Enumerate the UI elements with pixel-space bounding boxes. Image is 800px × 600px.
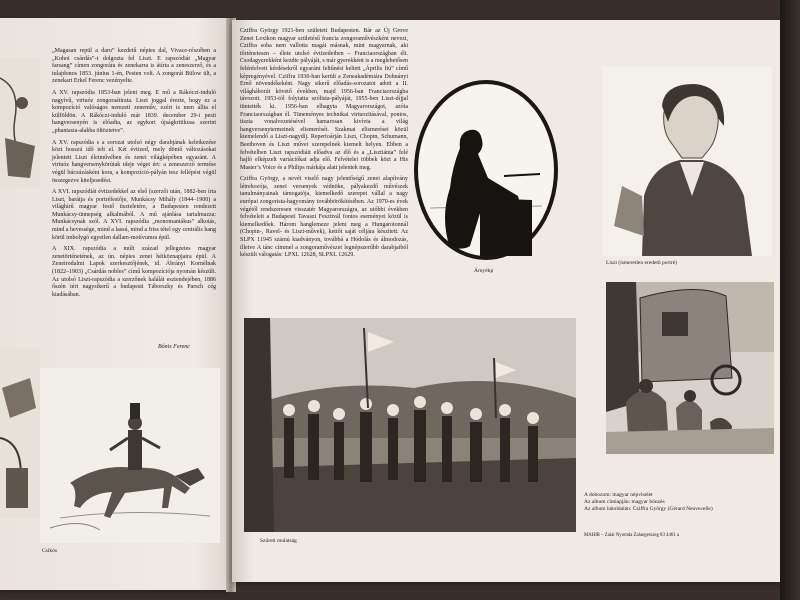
caravan-photo-icon (606, 282, 774, 454)
paragraph: A XIX. rapszódia a múlt század jellegzetes magyar zenetörténetének, az ún. népies zenei hétköznapjaira épül. A Zeneirodalmi Lapok szerkesztőjének, id. Ábrányi Kornélnak (1822–1903) „Csárdás nobles” című kompozíciója nyomán készült. Az utolsó Liszt-rapszódia a szerzőnek halálát esztendejében, 1886 őszén tért nagysikerű a budapesti Táborszky és Parsch cég kiadásában. (52, 246, 216, 298)
image-caption: Liszt (ismeretlen eredetű portré) (606, 260, 678, 266)
liszt-portrait-icon (602, 66, 772, 256)
right-page (232, 20, 780, 582)
left-text-column (52, 48, 216, 303)
author-signature: Bónis Ferenc (158, 344, 190, 350)
left-edge-sketch-top (0, 58, 40, 188)
paragraph: Cziffra György 1921-ben született Budapesten. Bár az Új Grove Zenei Lexikon magyar születésű francia zongoraművészként nevezi, Cziffra soha nem vallotta magát másnak, mint magyarnak, aki tőrténetesen – élete utolsó évtizedeiben – Franciaországban élt. Csodagyerekként kezdte pályáját, s már gyerekként is a meglehetősen felénfelvett kérdésekről egyaránt feltűnést keltett „Április fiú” című képregényével. Cziffra 1930-ban került a Zeneakadémiára Dohnányi Ernő növendékeként. Nagy sikerű előadás-sorozatot adott a II. világháborút követő években, majd 1956-ban Franciaországba távozott. 1953-tól folytatta szólista-pályáját, 1955-ben Liszt-díjjal tüntették ki. 1956-ban elhagyta Magyarországot, azóta Franciaországban él. Tüneményes technikai virtuozitásával, pontos, tiszta vonalvezetésével hamarosan kivívta a világ hangversenytermeinek elismerését. Szakmai elismerései közül kiemelendő a Liszt-nagydíj. Repertoárján Liszt, Chopin, Schumann, Beethoven és Liszt művei szerepelnek kiemelt helyen. Ebben a felvételben Liszt rapszódiáit előadva az élő és a „Lisztiánia” felé hajló elképzelt variációkat adja elő. Felvételei többek közt a His Master’s Voice és a Philips márkája alatt jelentek meg. (240, 28, 408, 171)
binder-edge (780, 0, 800, 600)
pianist-silhouette-icon (410, 78, 562, 268)
caption-line: Az album címlapján: magyar bönzés (584, 499, 665, 505)
image-caption: Árnyékp (474, 268, 494, 274)
folk-festival-painting-icon (244, 318, 576, 532)
horseman-drawing-icon (40, 368, 220, 543)
image-caption: Csikós (42, 548, 57, 554)
left-page (0, 18, 230, 590)
paragraph: A XVI. rapszódiát évtizedekkel az első (szerzői után, 1882-ben írta Liszt, barátja és portréfestője, Munkácsy Mihály (1844–1900) a világhírű magyar festő tiszteletére, a Budapesten rendezett Munkácsy-ünnepség alkalmából. A mű ajánlása tartalmazza: Munkácsynak szól. A XVI. rapszódia „monomaniákus” alkotás, mind a hevessége, mind a lassú, mind a friss tétel egy centrális hang körül imbolygó egyetlen dallam-motívumra épül. (52, 189, 216, 241)
page-footer: MAHIR – Zalai Nyomda Zalaegerszeg 83 4461 a (584, 533, 679, 538)
paragraph: A XV. rapszódia 1853-ban jelent meg. E mű a Rákóczi-induló nagyívű, virtuóz zongoraátirata. Liszt joggal érezte, hogy ez a kompozíció valóságos nemzeti zeneműv, ezért is nem állta el külföldön. A Rákóczi-induló már 1839. december 29-i pesti hangversenyén is előadta, az egykori újságkritikusa szerint „phantasia-alakba öltöztetve”. (52, 89, 216, 134)
caption-line: A dobozom: magyar népviselet (584, 492, 653, 498)
caption-line: Az album hátoldalán: Cziffra György (Gérard Neuvecelle) (584, 506, 713, 512)
paragraph: „Magasan repül a daru” kezdetű népies dal, Vivace-részében a „Kohoi csárdás”-t dolgozta fel Liszt. E rapszódiát „Magyar farsang” címen zongorára és zenekarra is átírta a zeneszerző, és a tulajdonos 1853. június 1-én, Pesten volt. A zongorát Bülow ült, a zenekart Erkel Ferenc vezényelte. (52, 48, 216, 85)
image-caption (584, 492, 774, 513)
right-text-column (240, 28, 408, 264)
image-caption: Szüreti mulatság (260, 538, 297, 544)
left-edge-sketch-bottom (0, 348, 40, 518)
paragraph: Cziffra György, a nevét viselő nagy jelentőségű zenei alapítvány létrehozója, zenei versenyek védnöke, pályakezdő művészek tanulmányainak támogatója, kiemelkedő szerepet vállal a nagy európai zongorista-hagyomány továbbörökítésében. Az 1970-es évek végétől rendszeresen visszatér Magyarországra, az utóbbi években felvételeit a Budapesti Tavaszi Fesztivál fontos eseményei közül is kiemelkedőek. Három hanglemeze jelent meg a Hungarotonnál (Chopin-, Ravel- és Liszt-művek), kettőt saját céljára készített. Az SLPX 11945 számú kiadványon, továbbá a Hódolás és álmodozás, illetve A tánc címmel a zongoraművészet legnépszerűbb darabjaiból készült válogatás: LPXL 12628, SLPXL 12629. (240, 176, 408, 259)
paragraph: A XV. rapszódia s a sorozat utolsó négy darabjának keletkezése közt hosszú idő telt el. Két évtized, mely döntő változásokat jelentett Liszt életművében és zenei világképében egyaránt. A virtuóz hangversenykörútak ideje véget ért: a zeneszerző termése végül búcsúzásként kora, a kompozíció-pályán tesz fellépést végül összegezve kiteljesedést. (52, 139, 216, 184)
